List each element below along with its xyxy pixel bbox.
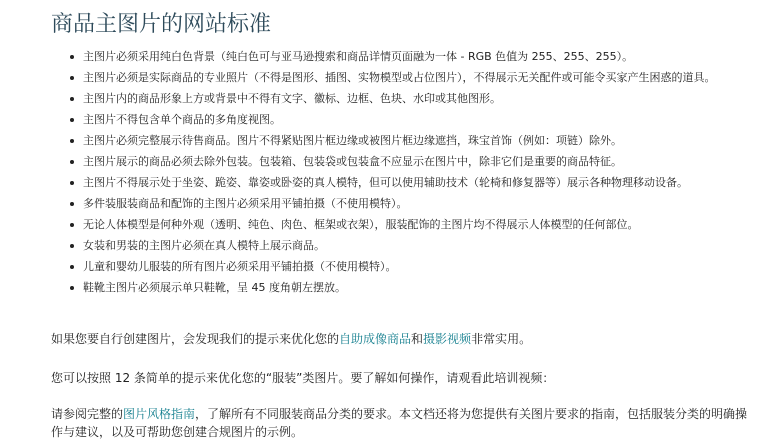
- list-item: 主图片必须是实际商品的专业照片（不得是图形、插图、实物模型或占位图片），不得展示无关配件或可能令买家产生困惑的道具。: [51, 69, 751, 86]
- photography-video-link[interactable]: 摄影视频: [423, 332, 472, 346]
- list-item: 主图片内的商品形象上方或背景中不得有文字、徽标、边框、色块、水印或其他图形。: [51, 90, 751, 107]
- self-image-paragraph: [51, 330, 751, 348]
- list-item: 主图片展示的商品必须去除外包装。包装箱、包装袋或包装盒不应显示在图片中，除非它们是重要的商品特征。: [51, 153, 751, 170]
- list-item: 主图片必须完整展示待售商品。图片不得紧贴图片框边缘或被图片框边缘遮挡，珠宝首饰（例如：项链）除外。: [51, 132, 751, 149]
- list-item: 无论人体模型是何种外观（透明、纯色、肉色、框架或衣架），服装配饰的主图片均不得展示人体模型的任何部位。: [51, 216, 751, 233]
- standards-list: [51, 48, 751, 300]
- style-guide-link[interactable]: 图片风格指南: [123, 407, 196, 421]
- page-title: 商品主图片的网站标准: [51, 12, 272, 37]
- paragraph-text: 请参阅完整的: [51, 407, 124, 421]
- list-item: 主图片不得展示处于坐姿、跪姿、靠姿或卧姿的真人模特，但可以使用辅助技术（轮椅和修复器等）展示各种物理移动设备。: [51, 174, 751, 191]
- list-item: 鞋靴主图片必须展示单只鞋靴，呈 45 度角朝左摆放。: [51, 279, 751, 296]
- paragraph-text: ，了解所有不同服装商品分类的要求。本文档还将为您提供有关图片要求的指南，包括服装分类的明确操作与建议，以及可帮助您创建合规图片的示例。: [51, 407, 748, 439]
- list-item: 女装和男装的主图片必须在真人模特上展示商品。: [51, 237, 751, 254]
- list-item: 主图片必须采用纯白色背景（纯白色可与亚马逊搜索和商品详情页面融为一体 - RGB 色值为 255、255、255）。: [51, 48, 751, 65]
- self-imaging-link[interactable]: 自助成像商品: [339, 332, 412, 346]
- paragraph-text: 如果您要自行创建图片，会发现我们的提示来优化您的: [51, 332, 340, 346]
- list-item: 主图片不得包含单个商品的多角度视图。: [51, 111, 751, 128]
- list-item: 多件装服装商品和配饰的主图片必须采用平铺拍摄（不使用模特）。: [51, 195, 751, 212]
- list-item: 儿童和婴幼儿服装的所有图片必须采用平铺拍摄（不使用模特）。: [51, 258, 751, 275]
- paragraph-text: 和: [411, 332, 424, 346]
- style-guide-paragraph: [51, 405, 751, 441]
- paragraph-text: 非常实用。: [471, 332, 532, 346]
- training-video-paragraph: 您可以按照 12 条简单的提示来优化您的“服装”类图片。要了解如何操作，请观看此培训视频：: [51, 371, 555, 385]
